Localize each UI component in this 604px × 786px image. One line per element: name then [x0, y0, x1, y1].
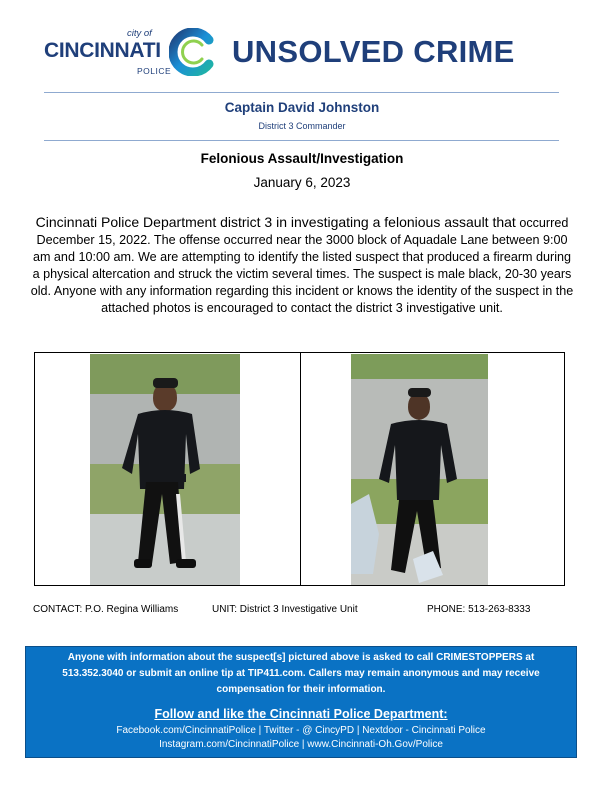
case-date: January 6, 2023	[253, 175, 351, 190]
logo-cincinnati: CINCINNATI	[44, 39, 161, 62]
social-links-line-1: Facebook.com/CincinnatiPolice | Twitter - @ CincyPD | Nextdoor - Cincinnati Police	[116, 725, 486, 736]
case-description	[30, 214, 574, 317]
commander-role: District 3 Commander	[258, 121, 346, 131]
description-lead: Cincinnati Police Department district 3 in investigating a felonious assault that	[35, 214, 516, 230]
commander-divider	[44, 140, 559, 141]
case-subject: Felonious Assault/Investigation	[200, 151, 404, 166]
cincinnati-police-logo	[44, 28, 219, 83]
photo-divider	[300, 353, 301, 585]
description-rest: occurred December 15, 2022. The offense occurred near the 3000 block of Aquadale Lane between 9:00 am and 10:00 am. We are attempting to identify the listed suspect that produced a firearm during a physical altercation and struck the victim several times. The suspect is male black, 20-30 years old. Anyone with any information regarding this incident or knows the identity of the suspect in the attached photos is encouraged to contact the district 3 investigative unit.	[30, 216, 574, 315]
contact-unit: UNIT: District 3 Investigative Unit	[212, 604, 358, 615]
logo-city-of: city of	[127, 28, 152, 39]
suspect-photo-2	[351, 354, 488, 585]
suspect-photos-table	[34, 352, 565, 586]
crimestoppers-text: Anyone with information about the suspect[s] pictured above is asked to call CRIMESTOPPERS at 513.352.3040 or submit an online tip at TIP411.com. Callers may remain anonymous and may receive compensation for their information.	[62, 652, 540, 695]
contact-officer: CONTACT: P.O. Regina Williams	[33, 604, 179, 615]
logo-police: POLICE	[137, 66, 172, 76]
crimestoppers-box	[25, 646, 577, 758]
commander-name: Captain David Johnston	[224, 100, 380, 115]
social-links-line-2: Instagram.com/CincinnatiPolice | www.Cincinnati-Oh.Gov/Police	[159, 739, 443, 750]
contact-phone: PHONE: 513-263-8333	[427, 604, 531, 615]
follow-heading: Follow and like the Cincinnati Police Department:	[154, 707, 448, 721]
page-title: UNSOLVED CRIME	[232, 34, 515, 69]
cincinnati-police-c-logo-icon	[169, 28, 217, 76]
header-divider	[44, 92, 559, 93]
suspect-photo-1	[90, 354, 240, 585]
